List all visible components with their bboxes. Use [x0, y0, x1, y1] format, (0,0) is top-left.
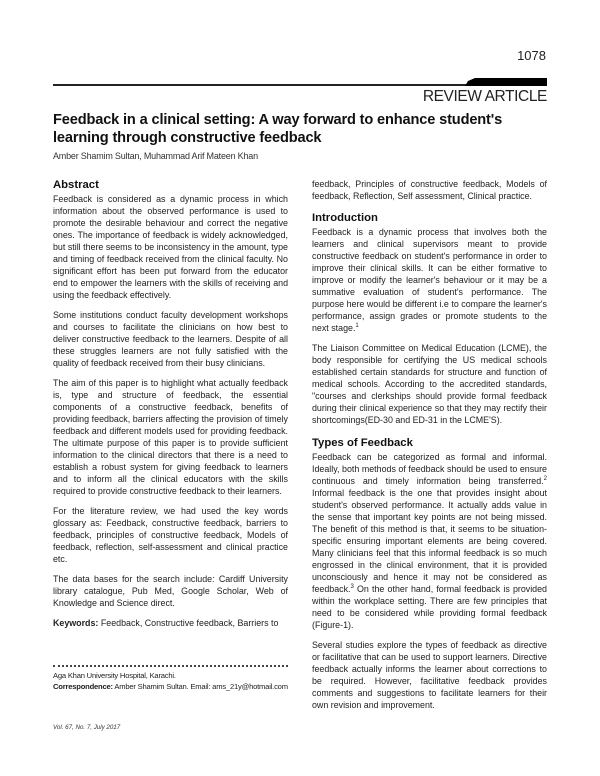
right-column — [312, 178, 547, 719]
issue-info: Vol. 67, No. 7, July 2017 — [53, 724, 121, 731]
keywords-text: Feedback, Constructive feedback, Barriers to — [100, 618, 279, 628]
keywords-continued: feedback, Principles of constructive feedback, Models of feedback, Reflection, Self assessment, Clinical practice. — [312, 179, 547, 201]
reference-marker: 2 — [543, 476, 547, 483]
reference-marker: 3 — [350, 584, 354, 591]
types-heading: Types of Feedback — [312, 437, 413, 449]
affiliation: Aga Khan University Hospital, Karachi. — [53, 671, 176, 680]
keywords — [53, 617, 288, 629]
abstract-paragraph: For the literature review, we had used the key words glossary as: Feedback, constructive feedback, barriers to feedback, principles of constructive feedback, Models of feedback, reflection, self-assessment and clinical practice etc. — [53, 506, 288, 564]
abstract-paragraph: The aim of this paper is to highlight what actually feedback is, type and structure of feedback, the essential components of a constructive feedback, benefits of providing feedback, barriers affecting the provision of timely feedback and different models used for providing feedback. The ultimate purpose of this paper is to provide sufficient information to the clinical directors that there is a need to establish a robust system for giving feedback to learners and to inform all the clinical educators with the skills required to provide constructive feedback to their learners. — [53, 378, 288, 496]
footnote-separator — [53, 665, 288, 667]
abstract-paragraph: Feedback is considered as a dynamic process in which information about the observed performance is used to promote the desirable behaviour and correct the negative ones. The importance of feedback is widely acknowledged, but still there seems to be inconsistency in the amount, type and timing of feedback received from the clinical faculty. No significant effort has been put forward from the educator end to empower the learners with the skills of receiving and using the feedback effectively. — [53, 194, 288, 300]
abstract-heading: Abstract — [53, 179, 99, 191]
types-text: On the other hand, formal feedback is provided within the workplace setting. There are few principles that need to be considered while providing formal feedback (Figure-1). — [312, 584, 547, 630]
page-number: 1078 — [517, 48, 546, 63]
introduction-text: Feedback is a dynamic process that involves both the learners and clinical supervisors meant to provide constructive feedback on student's performance in order to improve their clinical skills. It can be either formative to improve or modify the learner's behaviour or it may be a summative evaluation of student's performance. The purpose here would be different i.e to compare the learner's performance, assign grades or promote students to the next stage. — [312, 227, 547, 333]
introduction-heading: Introduction — [312, 212, 378, 224]
types-paragraph — [312, 451, 547, 631]
authors: Amber Shamim Sultan, Muhammad Arif Mateen Khan — [53, 151, 258, 161]
article-type-label: REVIEW ARTICLE — [422, 88, 547, 105]
reference-marker: 1 — [355, 323, 359, 330]
abstract-paragraph: The data bases for the search include: Cardiff University library catalogue, Pub Med, Google Scholar, Web of Knowledge and Science direct. — [53, 574, 288, 608]
header-tab — [465, 78, 547, 86]
correspondence — [53, 681, 313, 692]
introduction-paragraph: The Liaison Committee on Medical Education (LCME), the body responsible for certifying the US medical schools established certain standards for structure and function of medical schools. According to the accredited standards, "courses and clerkships should provide formal feedback during their clinical experience so that they may rectify their shortcomings(ED-30 and ED-31 in the LCME'S). — [312, 343, 547, 425]
introduction-paragraph — [312, 226, 547, 334]
correspondence-label: Correspondence: — [53, 682, 113, 691]
article-title: Feedback in a clinical setting: A way forward to enhance student's learning through constructive feedback — [53, 112, 503, 146]
footnote — [53, 670, 313, 692]
types-text: Feedback can be categorized as formal and informal. Ideally, both methods of feedback should be used to ensure continuous and timely information being transferred. — [312, 452, 547, 486]
types-text: Informal feedback is the one that provides insight about student's observed performance. It actually adds value in the sense that important key points are not being missed. The benefit of this method is that, it seems to be situation- specific ensuring important elements are being covered. Many clinicians feel that this informal feedback is so much engrossed in the clinical environment, that it is provided unconsciously and hence it may not be considered as feedback. — [312, 488, 547, 594]
left-column — [53, 178, 288, 637]
abstract-paragraph: Some institutions conduct faculty development workshops and courses to facilitate the clinicians on how best to deliver constructive feedback to the learners. Despite of all these struggles learners are not fully satisfied with the quality of feedback received from their busy clinicians. — [53, 310, 288, 368]
types-paragraph: Several studies explore the types of feedback as directive or facilitative that can be used to support learners. Directive feedback actually informs the learner about corrections to be required. However, facilitative feedback provides comments and suggestions to facilitate learners for their own revision and improvement. — [312, 640, 547, 710]
correspondence-text: Amber Shamim Sultan. Email: ams_21y@hotmail.com — [114, 682, 288, 691]
keywords-label: Keywords: — [53, 618, 99, 628]
